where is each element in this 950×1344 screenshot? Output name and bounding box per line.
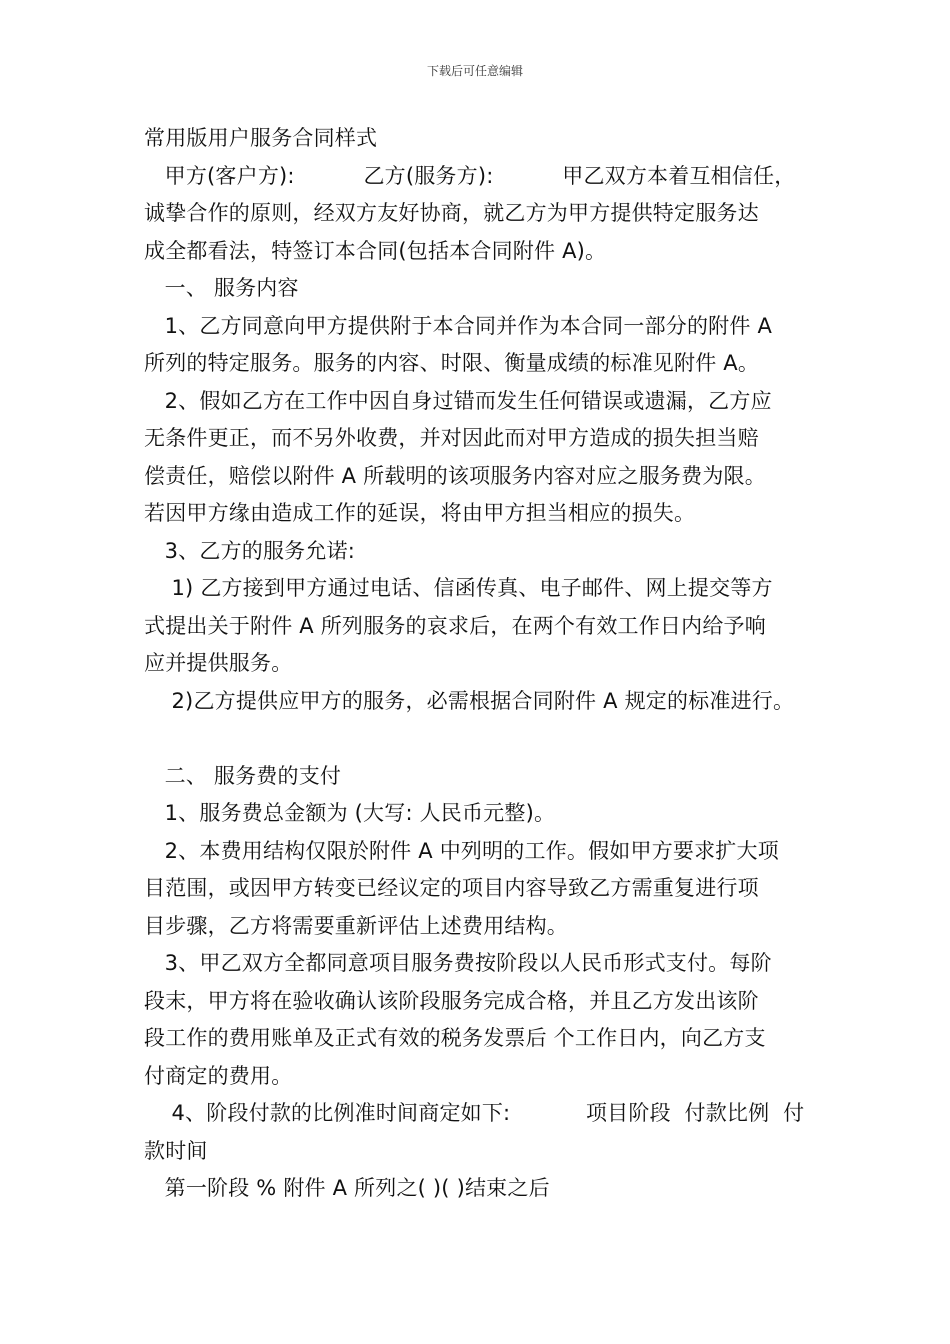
header-note: 下载后可任意编辑 (426, 64, 523, 78)
clause-line: 3、甲乙双方全都同意项目服务费按阶段以人民币形式支付。每阶 (144, 951, 772, 975)
clause-line: 付商定的费用。 (144, 1063, 293, 1088)
clause-line: 无条件更正，而不另外收费，并对因此而对甲方造成的损失担当赔 (144, 426, 759, 450)
clause-line: 若因甲方缘由造成工作的延误，将由甲方担当相应的损失。 (144, 501, 696, 525)
document-title: 常用版用户服务合同样式 (144, 126, 378, 150)
clause-line: 段工作的费用账单及正式有效的税务发票后 个工作日内，向乙方支 (144, 1026, 766, 1050)
clause-line: 式提出关于附件 A 所列服务的哀求后，在两个有效工作日内给予响 (144, 613, 766, 638)
intro-line: 甲方(客户方): 乙方(服务方): 甲乙双方本着互相信任， (144, 163, 796, 188)
blank-line (144, 720, 824, 758)
clause-line: 2、本费用结构仅限於附件 A 中列明的工作。假如甲方要求扩大项 (144, 838, 779, 863)
clause-heading: 3、乙方的服务允诺: (144, 538, 356, 563)
payment-stage-line: 第一阶段 % 附件 A 所列之( )( )结束之后 (144, 1176, 550, 1200)
section-heading: 一、 服务内容 (144, 276, 299, 300)
clause-line: 偿责任，赔偿以附件 A 所载明的该项服务内容对应之服务费为限。 (144, 463, 766, 488)
clause-line: 2、假如乙方在工作中因自身过错而发生任何错误或遗漏，乙方应 (144, 388, 772, 413)
clause-line: 段末，甲方将在验收确认该阶段服务完成合格，并且乙方发出该阶 (144, 988, 759, 1013)
clause-line: 4、阶段付款的比例准时间商定如下: 项目阶段 付款比例 付 (144, 1101, 805, 1125)
clause-line: 1) 乙方接到甲方通过电话、信函传真、电子邮件、网上提交等方 (144, 576, 773, 600)
clause-line: 应并提供服务。 (144, 651, 293, 675)
clause-line: 1、乙方同意向甲方提供附于本合同并作为本合同一部分的附件 A (144, 313, 773, 338)
contract-document (144, 120, 824, 1208)
intro-line: 诚挚合作的原则，经双方友好协商，就乙方为甲方提供特定服务达 (144, 201, 759, 225)
clause-line: 1、服务费总金额为 (大写: 人民币元整)。 (144, 801, 556, 825)
clause-line: 款时间 (144, 1138, 208, 1163)
clause-line: 目范围，或因甲方转变已经议定的项目内容导致乙方需重复进行项 (144, 876, 759, 900)
clause-line: 目步骤，乙方将需要重新评估上述费用结构。 (144, 913, 568, 938)
clause-line: 所列的特定服务。服务的内容、时限、衡量成绩的标准见附件 A。 (144, 351, 760, 375)
clause-line: 2)乙方提供应甲方的服务，必需根据合同附件 A 规定的标准进行。 (144, 688, 795, 713)
section-heading: 二、 服务费的支付 (144, 763, 342, 788)
intro-line: 成全都看法，特签订本合同(包括本合同附件 A)。 (144, 238, 607, 263)
